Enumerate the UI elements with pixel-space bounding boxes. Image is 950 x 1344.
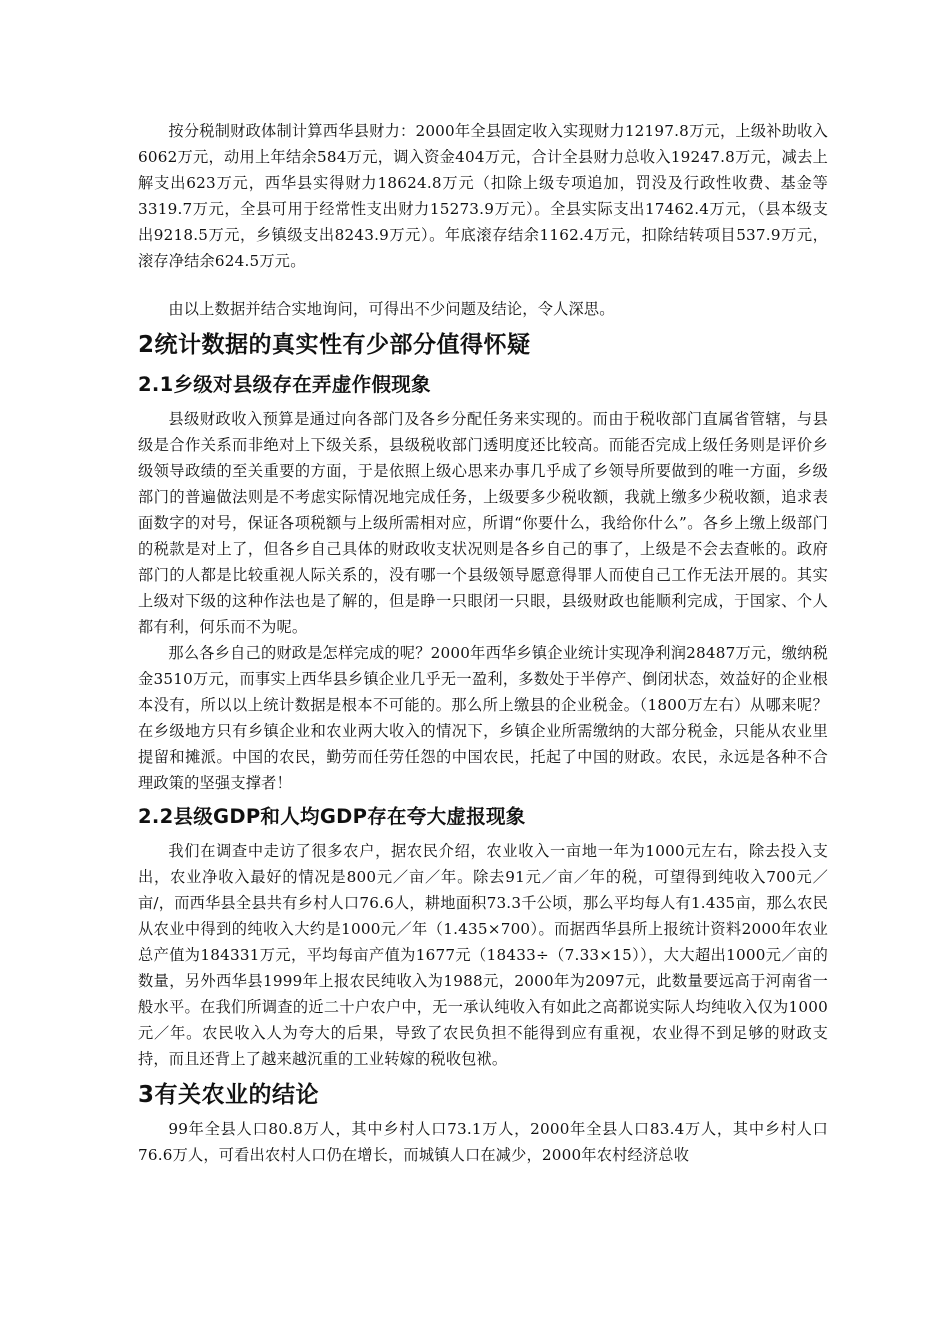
spacer xyxy=(138,274,828,296)
paragraph-fiscal-capacity: 按分税制财政体制计算西华县财力：2000年全县固定收入实现财力12197.8万元，上级补助收入6062万元，动用上年结余584万元，调入资金404万元，合计全县财力总收入19247.8万元，减去上解支出623万元，西华县实得财力18624.8万元（扣除上级专项追加，罚没及行政性收费、基金等3319.7万元，全县可用于经常性支出财力15273.9万元）。全县实际支出17462.4万元，（县本级支出9218.5万元，乡镇级支出8243.9万元）。年底滚存结余1162.4万元，扣除结转项目537.9万元，滚存净结余624.5万元。 xyxy=(138,122,828,270)
subsection-heading-2-2: 2.2县级GDP和人均GDP存在夸大虚报现象 xyxy=(138,805,526,828)
paragraph-transition: 由以上数据并结合实地询问，可得出不少问题及结论，令人深思。 xyxy=(168,300,615,318)
paragraph-farmer-income: 我们在调查中走访了很多农户，据农民介绍，农业收入一亩地一年为1000元左右，除去投入支出，农业净收入最好的情况是800元／亩／年。除去91元／亩／年的税，可望得到纯收入700元／亩/，而西华县全县共有乡村人口76.6人，耕地面积73.3千公顷，那么平均每人有1.435亩，那么农民从农业中得到的纯收入大约是1000元／年（1.435×700）。而据西华县所上报统计资料2000年农业总产值为184331万元，平均每亩产值为1677元（18433÷（7.33×15）），大大超出1000元／亩的数量，另外西华县1999年上报农民纯收入为1988元，2000年为2097元，此数量要远高于河南省一般水平。在我们所调查的近二十户农户中，无一承认纯收入有如此之高都说实际人均纯收入仅为1000元／年。农民收入人为夸大的后果，导致了农民负担不能得到应有重视，农业得不到足够的财政支持，而且还背上了越来越沉重的工业转嫁的税收包袱。 xyxy=(138,842,828,1068)
paragraph-township-finance: 那么各乡自己的财政是怎样完成的呢？2000年西华乡镇企业统计实现净利润28487万元，缴纳税金3510万元，而事实上西华县乡镇企业几乎无一盈利，多数处于半停产、倒闭状态，效益好的企业根本没有，所以以上统计数据是根本不可能的。那么所上缴县的企业税金。（1800万左右）从哪来呢？在乡级地方只有乡镇企业和农业两大收入的情况下，乡镇企业所需缴纳的大部分税金，只能从农业里提留和摊派。中国的农民，勤劳而任劳任怨的中国农民，托起了中国的财政。农民，永远是各种不合理政策的坚强支撑者！ xyxy=(138,644,828,792)
paragraph-county-budget: 县级财政收入预算是通过向各部门及各乡分配任务来实现的。而由于税收部门直属省管辖，与县级是合作关系而非绝对上下级关系，县级税收部门透明度还比较高。而能否完成上级任务则是评价乡级领导政绩的至关重要的方面，于是依照上级心思来办事几乎成了乡领导所要做到的唯一方面，乡级部门的普遍做法则是不考虑实际情况地完成任务，上级要多少税收额，我就上缴多少税收额，追求表面数字的对号，保证各项税额与上级所需相对应，所谓“你要什么，我给你什么”。各乡上缴上级部门的税款是对上了，但各乡自己具体的财政收支状况则是各乡自己的事了，上级是不会去查帐的。政府部门的人都是比较重视人际关系的，没有哪一个县级领导愿意得罪人而使自己工作无法开展的。其实上级对下级的这种作法也是了解的，但是睁一只眼闭一只眼，县级财政也能顺利完成，于国家、个人都有利，何乐而不为呢。 xyxy=(138,410,828,636)
paragraph-population: 99年全县人口80.8万人，其中乡村人口73.1万人，2000年全县人口83.4万人，其中乡村人口76.6万人，可看出农村人口仍在增长，而城镇人口在减少，2000年农村经济总收 xyxy=(138,1120,828,1164)
section-heading-3: 3有关农业的结论 xyxy=(138,1082,320,1108)
section-heading-2: 2统计数据的真实性有少部分值得怀疑 xyxy=(138,332,531,358)
document-page xyxy=(138,118,828,1168)
subsection-heading-2-1: 2.1乡级对县级存在弄虚作假现象 xyxy=(138,373,431,396)
